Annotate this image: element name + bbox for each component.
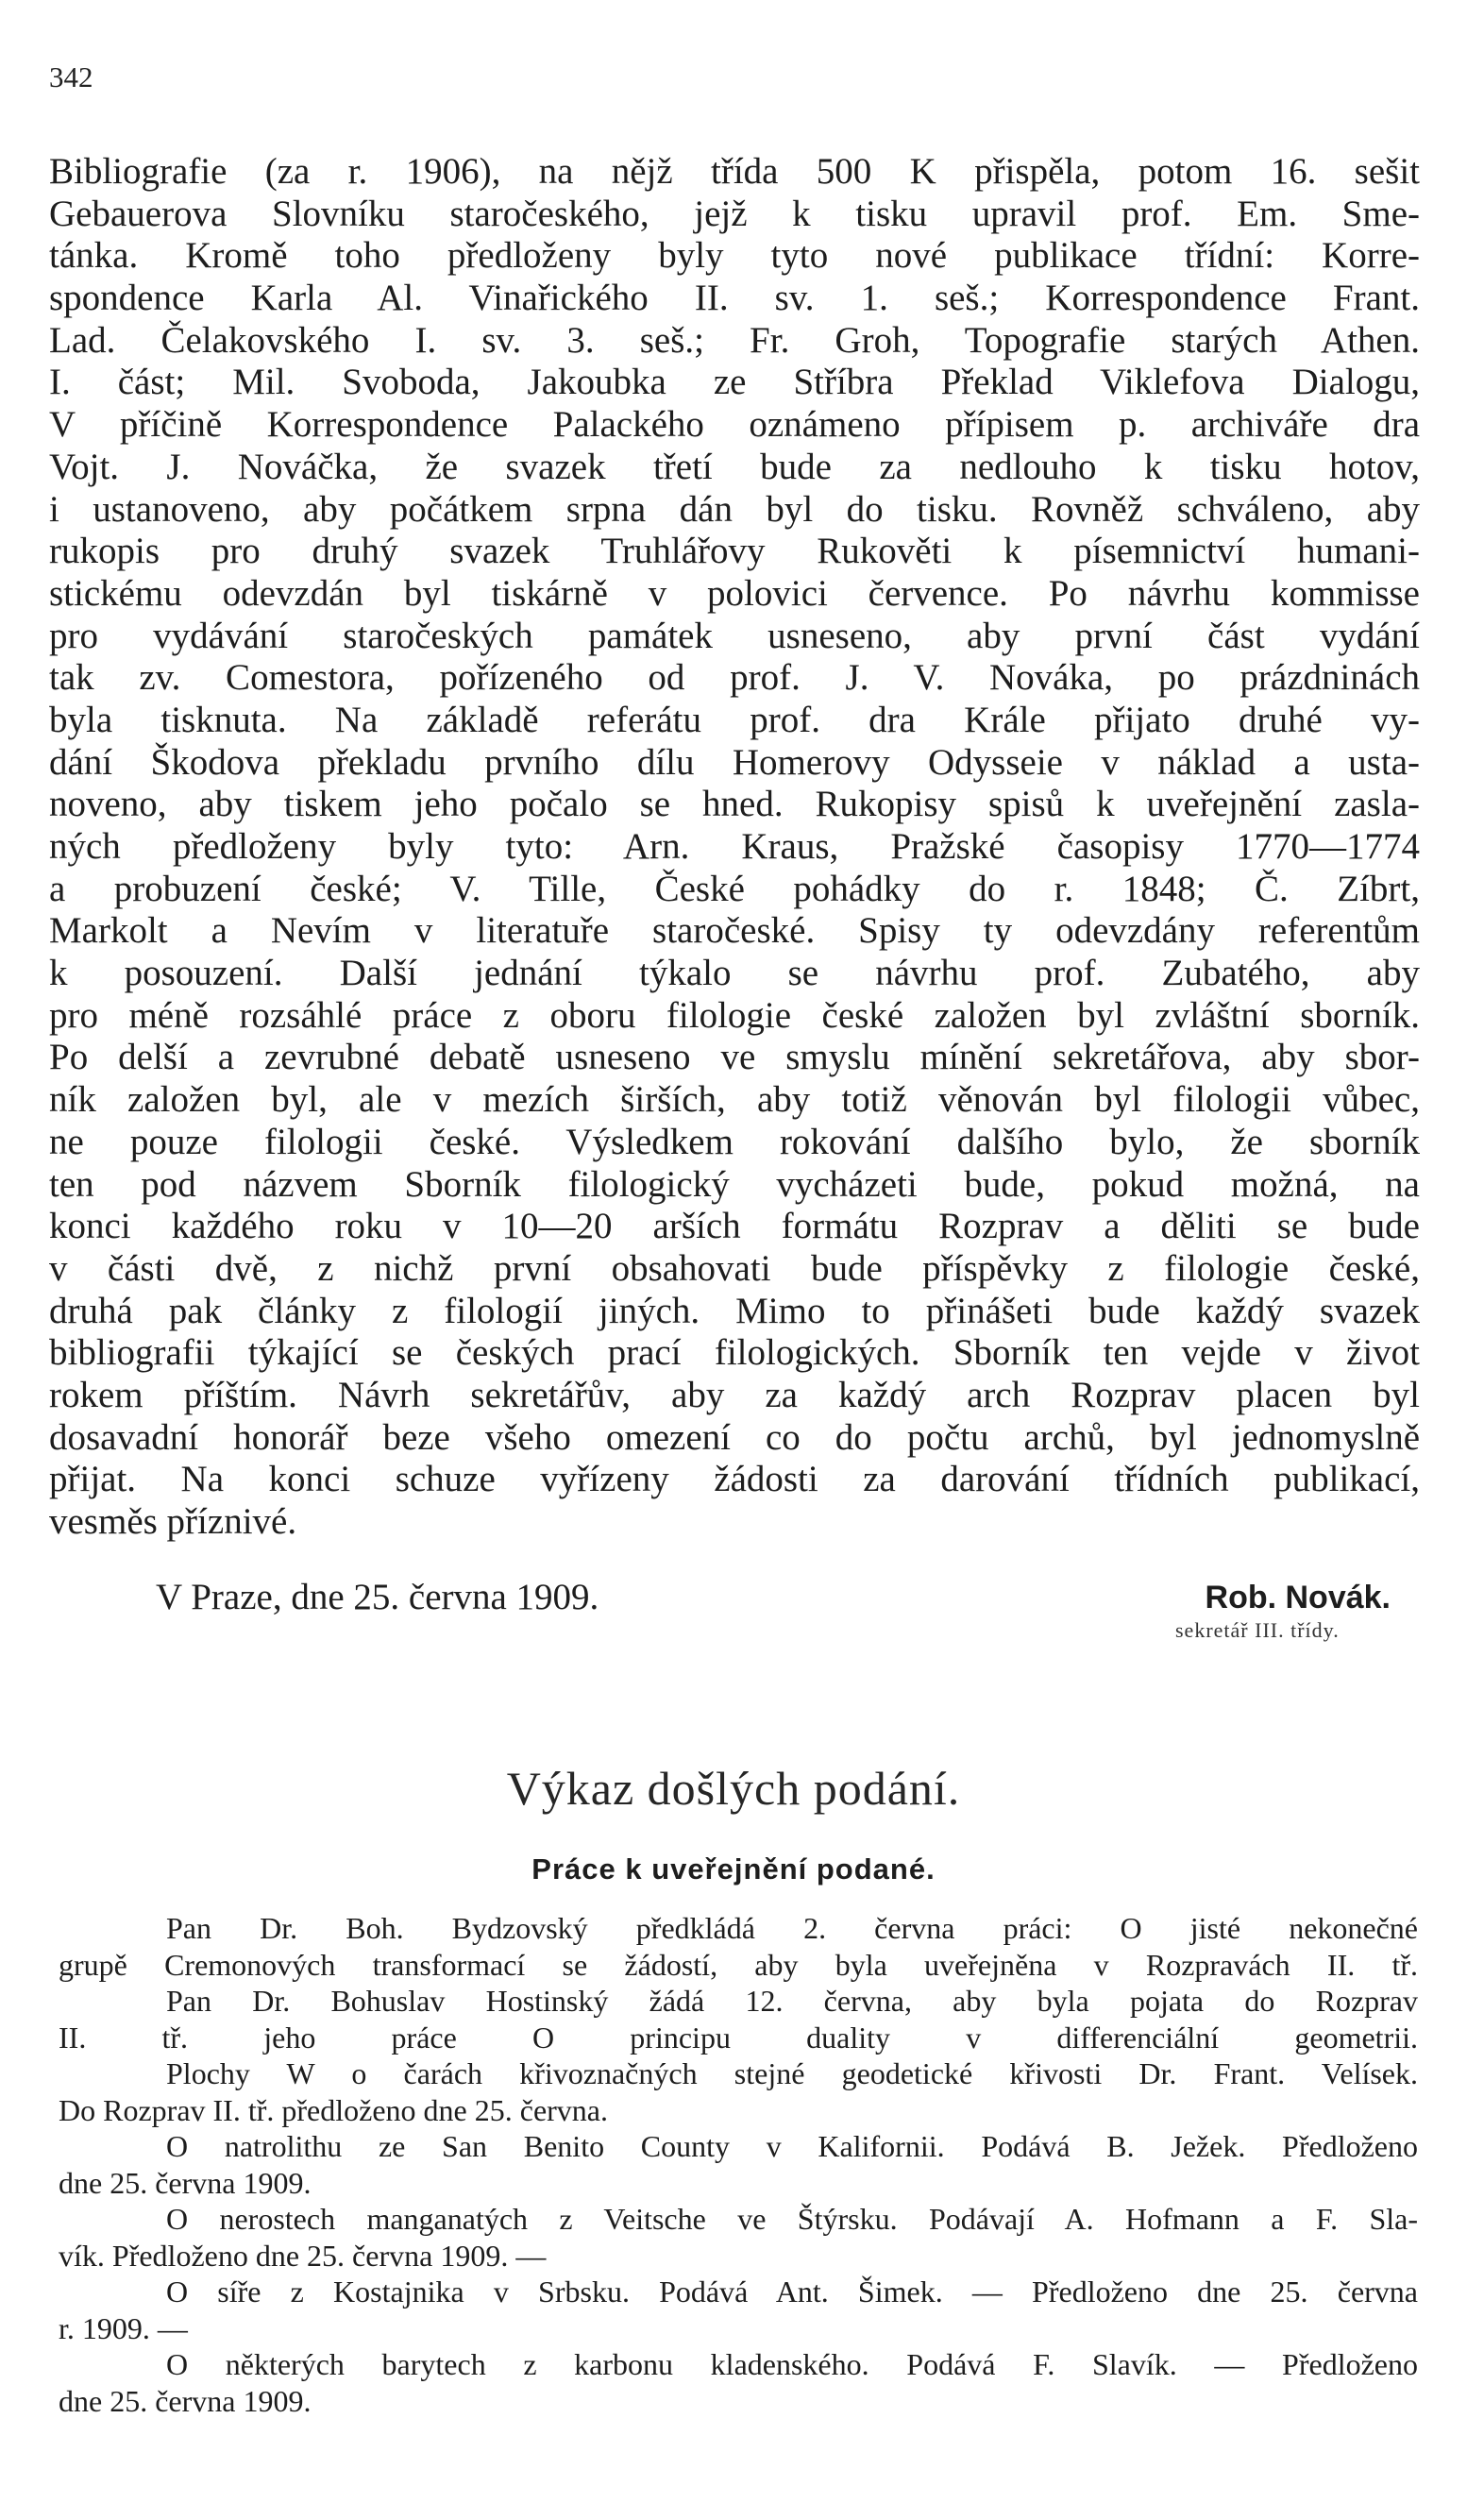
text-line: Markolt a Nevím v literatuře staročeské. Spisy ty odevzdány referentům: [49, 910, 1420, 952]
text-line: k posouzení. Další jednání týkalo se návrhu prof. Zubatého, aby: [49, 953, 1420, 994]
text-line: i ustanoveno, aby počátkem srpna dán byl do tisku. Rovněž schváleno, aby: [49, 488, 1420, 530]
text-line: pro vydávání staročeských památek usneseno, aby první část vydání: [49, 615, 1420, 656]
list-line: dne 25. června 1909.: [59, 2383, 312, 2418]
text-line: Po delší a zevrubné debatě usneseno ve smyslu mínění sekretářova, aby sbor-: [49, 1037, 1420, 1078]
text-line: byla tisknuta. Na základě referátu prof. dra Krále přijato druhé vy-: [49, 699, 1420, 740]
signature-date: V Praze, dne 25. června 1909.: [156, 1577, 599, 1617]
text-line: Gebauerova Slovníku staročeského, jejž k tisku upravil prof. Em. Sme-: [49, 193, 1420, 234]
list-line: O síře z Kostajnika v Srbsku. Podává Ant. Šimek. — Předloženo dne 25. června: [166, 2275, 1418, 2309]
list-line: O některých barytech z karbonu kladenského. Podává F. Slavík. — Předloženo: [166, 2347, 1418, 2381]
text-line: dosavadní honorář beze všeho omezení co do počtu archů, byl jednomyslně: [49, 1416, 1420, 1458]
list-line: Pan Dr. Boh. Bydzovský předkládá 2. června práci: O jisté nekonečné: [166, 1911, 1418, 1945]
text-line: druhá pak články z filologií jiných. Mimo to přinášeti bude každý svazek: [49, 1290, 1420, 1331]
text-line: Vojt. J. Nováčka, že svazek třetí bude za nedlouho k tisku hotov,: [49, 446, 1420, 487]
text-line: ten pod názvem Sborník filologický vycházeti bude, pokud možná, na: [49, 1163, 1420, 1205]
text-line: bibliografii týkající se českých prací filologických. Sborník ten vejde v život: [49, 1332, 1420, 1374]
list-line: II. tř. jeho práce O principu duality v differenciální geometrii.: [59, 2020, 1418, 2055]
text-line: noveno, aby tiskem jeho počalo se hned. Rukopisy spisů k uveřejnění zasla-: [49, 784, 1420, 825]
page-number: 342: [49, 60, 93, 93]
text-line: ne pouze filologii české. Výsledkem rokování dalšího bylo, že sborník: [49, 1121, 1420, 1162]
list-line: grupě Cremonových transformací se žádostí, aby byla uveřejněna v Rozpravách II. tř.: [59, 1947, 1418, 1982]
text-line: tak zv. Comestora, pořízeného od prof. J. V. Nováka, po prázdninách: [49, 657, 1420, 699]
list-line: dne 25. června 1909.: [59, 2165, 312, 2200]
list-line: Pan Dr. Bohuslav Hostinský žádá 12. června, aby byla pojata do Rozprav: [166, 1984, 1418, 2018]
list-line: Plochy W o čarách křivoznačných stejné geodetické křivosti Dr. Frant. Velísek.: [166, 2056, 1418, 2090]
text-line: ných předloženy byly tyto: Arn. Kraus, Pražské časopisy 1770—1774: [49, 826, 1420, 867]
text-line: spondence Karla Al. Vinařického II. sv. 1. seš.; Korrespondence Frant.: [49, 278, 1420, 319]
list-line: vík. Předloženo dne 25. června 1909. —: [59, 2238, 547, 2273]
submissions-list: [59, 1910, 1418, 2419]
text-line: a probuzení české; V. Tille, České pohádky do r. 1848; Č. Zíbrt,: [49, 868, 1420, 909]
text-line: dání Škodova překladu prvního dílu Homerovy Odysseie v náklad a usta-: [49, 741, 1420, 783]
text-line: tánka. Kromě toho předloženy byly tyto nové publikace třídní: Korre-: [49, 235, 1420, 277]
text-line: Lad. Čelakovského I. sv. 3. seš.; Fr. Groh, Topografie starých Athen.: [49, 319, 1420, 361]
text-line: Bibliografie (za r. 1906), na nějž třída 500 K přispěla, potom 16. sešit: [49, 151, 1420, 192]
section-subtitle: Práce k uveřejnění podané.: [531, 1852, 936, 1886]
list-line: O nerostech manganatých z Veitsche ve Štýrsku. Podávají A. Hofmann a F. Sla-: [166, 2202, 1418, 2236]
text-line: rukopis pro druhý svazek Truhlářovy Rukověti k písemnictví humani-: [49, 531, 1420, 572]
text-line: ník založen byl, ale v mezích širších, aby totiž věnován byl filologii vůbec,: [49, 1079, 1420, 1121]
section-title: Výkaz došlých podání.: [506, 1762, 961, 1815]
signature-role: sekretář III. třídy.: [1175, 1618, 1340, 1642]
text-line: V příčině Korrespondence Palackého oznámeno přípisem p. archiváře dra: [49, 404, 1420, 446]
main-text-block: [49, 151, 1420, 1544]
text-line: I. část; Mil. Svoboda, Jakoubka ze Stříbra Překlad Viklefova Dialogu,: [49, 362, 1420, 403]
text-line: přijat. Na konci schuze vyřízeny žádosti za darování třídních publikací,: [49, 1459, 1420, 1500]
text-line: stickému odevzdán byl tiskárně v polovici července. Po návrhu kommisse: [49, 572, 1420, 614]
list-line: Do Rozprav II. tř. předloženo dne 25. června.: [59, 2092, 608, 2127]
list-line: r. 1909. —: [59, 2310, 188, 2345]
text-line: vesměs příznivé.: [49, 1501, 297, 1542]
signature-line: [156, 1575, 1402, 1620]
list-line: O natrolithu ze San Benito County v Kalifornii. Podává B. Ježek. Předloženo: [166, 2129, 1418, 2163]
text-line: rokem příštím. Návrh sekretářův, aby za každý arch Rozprav placen byl: [49, 1374, 1420, 1415]
signature-name: Rob. Novák.: [1205, 1580, 1391, 1615]
text-line: konci každého roku v 10—20 arších formátu Rozprav a děliti se bude: [49, 1206, 1420, 1247]
text-line: v části dvě, z nichž první obsahovati bude příspěvky z filologie české,: [49, 1247, 1420, 1289]
text-line: pro méně rozsáhlé práce z oboru filologie české založen byl zvláštní sborník.: [49, 994, 1420, 1036]
